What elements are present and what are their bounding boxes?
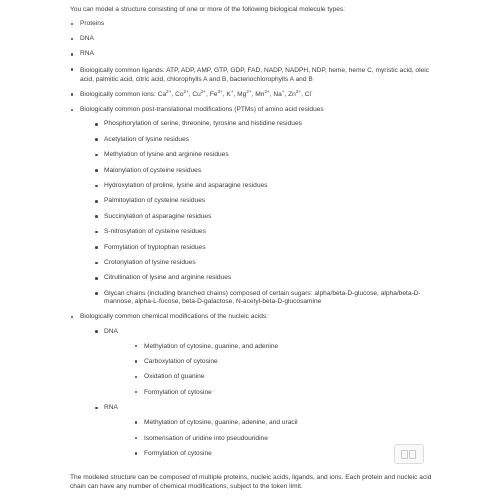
ions-label: Biologically common ions: (80, 90, 158, 98)
ion-charge: 2+ (200, 88, 207, 94)
rna-modification-item: Formylation of cytosine (104, 450, 442, 458)
dna-modification-item: Oxidation of guanine (104, 373, 442, 381)
rna-modification-item: Methylation of cytosine, guanine, adenine, and uracil (104, 419, 442, 427)
ion-value (209, 88, 223, 98)
nucleic-group-label: RNA (104, 404, 118, 412)
ptm-item: Methylation of lysine and arginine residues (80, 151, 442, 159)
ptm-label: Biologically common post-translational modifications (PTMs) of amino acid residues (80, 105, 324, 113)
list-item-nucleic-modifications (70, 313, 442, 458)
ion-charge: 2+ (295, 88, 302, 94)
ion-charge: 2+ (246, 88, 252, 94)
ion-symbol: Fe (209, 90, 218, 98)
ion-charge: 2+ (166, 88, 172, 94)
nucleic-group-list (80, 328, 442, 458)
ion-value (192, 88, 207, 98)
rna-modification-list (104, 419, 442, 458)
dna-modification-item: Methylation of cytosine, guanine, and adenine (104, 343, 442, 351)
ion-charge: 2+ (183, 88, 189, 94)
ion-value (175, 88, 189, 98)
ion-charge: 3+ (217, 88, 223, 94)
ion-value (157, 88, 172, 98)
ion-charge: - (311, 88, 313, 94)
ptm-item: Acetylation of lysine residues (80, 136, 442, 144)
list-item-rna: RNA (70, 50, 442, 58)
dna-modification-list (104, 343, 442, 397)
list-item-proteins: Proteins (70, 20, 442, 28)
ion-value (304, 88, 313, 98)
rna-modification-item: Isomerisation of uridine into pseudouridine (104, 435, 442, 443)
ptm-item: Crotonylation of lysine residues (80, 259, 442, 267)
nucleic-group-dna (80, 328, 442, 397)
ion-symbol: Cu (192, 90, 201, 98)
list-item-dna: DNA (70, 35, 442, 43)
intro-text: You can model a structure consisting of one or more of the following biological molecule types: (70, 6, 346, 13)
ion-value (255, 88, 270, 98)
ptm-item: Glycan chains (including branched chains) composed of certain sugars: alpha/beta-D-glucose, alpha/beta-D-mannose, alpha-L-fucose, beta-D-galactose, N-acetyl-beta-D-glucosamine (80, 290, 442, 306)
ptm-item: Hydroxylation of proline, lysine and asparagine residues (80, 182, 442, 190)
list-item-ligands: Biologically common ligands: ATP, ADP, AMP, GTP, GDP, FAD, NADP, NADPH, NDP, heme, heme C, myristic acid, oleic acid, palmitic acid, citric acid, chlorophylls A and B, bacteriochlorophylls A and B (70, 66, 442, 84)
watermark-icon (394, 444, 424, 464)
ptm-list (80, 120, 442, 305)
list-item-ptm (70, 106, 442, 306)
ptm-item: Succinylation of asparagine residues (80, 213, 442, 221)
ion-symbol: Mg (237, 90, 247, 98)
ions-values: $Ca^{2+}$, $Co^{2+}$, $Cu^{2+}$, $Fe^{3+}$, K+, $Mg^{2+}$, $Mn^{2+}$, Na+, $Zn^{2+}$, Cl- (157, 88, 313, 98)
ptm-item: Phosphorylation of serine, threonine, tyrosine and histidine residues (80, 120, 442, 128)
ion-symbol: Cl (304, 90, 312, 98)
ion-charge: + (230, 88, 234, 94)
ion-symbol: Mn (255, 90, 265, 98)
ion-symbol: Co (175, 90, 184, 98)
ptm-item: Palmitoylation of cysteine residues (80, 197, 442, 205)
ion-charge: + (281, 88, 285, 94)
ion-value (237, 88, 252, 98)
nucleic-group-label: DNA (104, 327, 118, 335)
ptm-item: Malonylation of cysteine residues (80, 167, 442, 175)
ion-charge: 2+ (264, 88, 270, 94)
outro-text: The modeled structure can be composed of multiple proteins, nucleic acids, ligands, and ions. Each protein and nucleic acid chain can have any number of chemical modifications, subject to the token limit. (70, 474, 432, 490)
ptm-item: Formylation of tryptophan residues (80, 244, 442, 252)
ion-symbol: Na (273, 90, 282, 98)
ion-symbol: Ca (157, 90, 167, 98)
ion-value (288, 88, 302, 98)
nucleic-label: Biologically common chemical modifications of the nucleic acids: (80, 313, 269, 321)
nucleic-group-rna (80, 404, 442, 458)
ion-symbol: K (226, 90, 231, 98)
molecule-type-list (70, 20, 442, 458)
ptm-item: S-nitrosylation of cysteine residues (80, 228, 442, 236)
dna-modification-item: Formylation of cytosine (104, 389, 442, 397)
ion-value (226, 88, 234, 98)
ptm-item: Citrullination of lysine and arginine residues (80, 274, 442, 282)
ion-symbol: Zn (288, 90, 296, 98)
dna-modification-item: Carboxylation of cytosine (104, 358, 442, 366)
list-item-ions (70, 88, 442, 99)
ion-value (273, 88, 285, 98)
